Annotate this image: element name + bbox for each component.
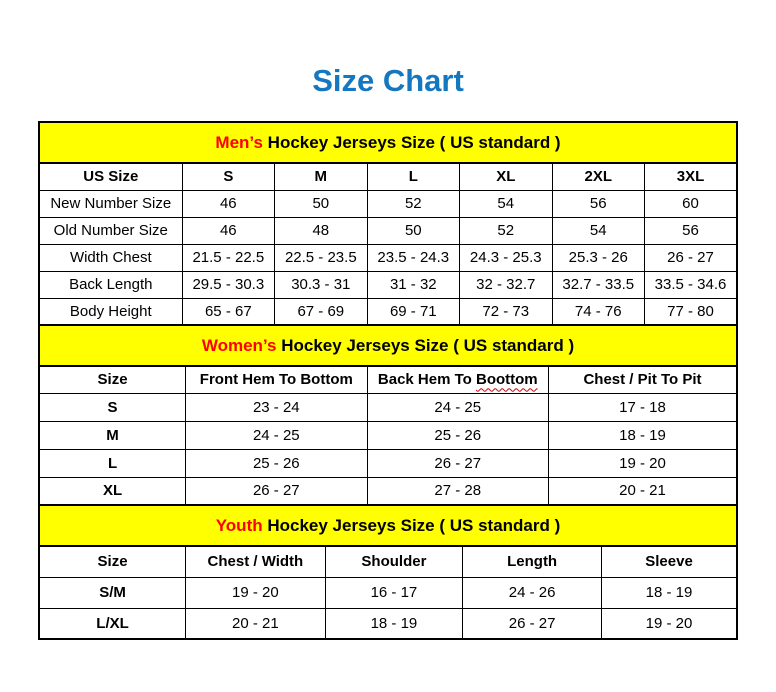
table-row — [39, 449, 737, 477]
mens-header-text: Hockey Jerseys Size ( US standard ) — [262, 133, 561, 152]
size-cell: 72 - 73 — [460, 298, 552, 325]
womens-size-table — [38, 365, 738, 506]
size-cell: 18 - 19 — [549, 421, 737, 449]
row-label: L/XL — [39, 608, 186, 639]
table-row — [39, 477, 737, 505]
size-cell: 20 - 21 — [549, 477, 737, 505]
size-cell: 56 — [645, 217, 738, 244]
size-cell: 24 - 25 — [367, 393, 548, 421]
table-row — [39, 217, 737, 244]
column-header: Size — [39, 546, 186, 577]
size-cell: 52 — [460, 217, 552, 244]
row-label: XL — [39, 477, 186, 505]
size-cell: 19 - 20 — [602, 608, 737, 639]
youth-section-header — [38, 504, 738, 547]
column-header: Length — [463, 546, 602, 577]
column-header: Front Hem To Bottom — [186, 366, 367, 393]
table-header-row — [39, 546, 737, 577]
size-cell: 23 - 24 — [186, 393, 367, 421]
size-cell: 50 — [275, 190, 367, 217]
page-title: Size Chart — [312, 63, 464, 98]
column-header-text: Back Hem To — [377, 371, 476, 389]
column-header: Chest / Pit To Pit — [549, 366, 737, 393]
row-label: Old Number Size — [39, 217, 182, 244]
size-cell: 16 - 17 — [325, 577, 463, 608]
size-cell: 26 - 27 — [367, 449, 548, 477]
size-cell: 24.3 - 25.3 — [460, 244, 552, 271]
size-cell: 24 - 25 — [186, 421, 367, 449]
youth-header-text: Hockey Jerseys Size ( US standard ) — [262, 516, 561, 535]
column-header: Size — [39, 366, 186, 393]
size-cell: 18 - 19 — [325, 608, 463, 639]
size-cell: 24 - 26 — [463, 577, 602, 608]
size-cell: 20 - 21 — [186, 608, 326, 639]
size-cell: 27 - 28 — [367, 477, 548, 505]
table-row — [39, 577, 737, 608]
row-label: M — [39, 421, 186, 449]
size-cell: 25.3 - 26 — [552, 244, 644, 271]
size-cell: 50 — [367, 217, 459, 244]
table-row — [39, 190, 737, 217]
size-cell: 18 - 19 — [602, 577, 737, 608]
youth-size-table — [38, 545, 738, 640]
row-label: S/M — [39, 577, 186, 608]
size-cell: 30.3 - 31 — [275, 271, 367, 298]
size-cell: 69 - 71 — [367, 298, 459, 325]
size-cell: 26 - 27 — [186, 477, 367, 505]
size-cell: 60 — [645, 190, 738, 217]
column-header — [367, 366, 548, 393]
womens-header-highlight: Women’s — [201, 336, 277, 355]
column-header: US Size — [39, 163, 182, 190]
size-cell: 22.5 - 23.5 — [275, 244, 367, 271]
table-row — [39, 271, 737, 298]
column-header: L — [367, 163, 459, 190]
size-cell: 46 — [182, 190, 274, 217]
size-cell: 67 - 69 — [275, 298, 367, 325]
size-cell: 31 - 32 — [367, 271, 459, 298]
size-cell: 65 - 67 — [182, 298, 274, 325]
size-cell: 77 - 80 — [645, 298, 738, 325]
size-cell: 23.5 - 24.3 — [367, 244, 459, 271]
column-header: 3XL — [645, 163, 738, 190]
column-header: S — [182, 163, 274, 190]
womens-header-text: Hockey Jerseys Size ( US standard ) — [276, 336, 575, 355]
size-cell: 32 - 32.7 — [460, 271, 552, 298]
size-cell: 25 - 26 — [186, 449, 367, 477]
mens-size-table — [38, 162, 738, 326]
size-cell: 17 - 18 — [549, 393, 737, 421]
column-header: Sleeve — [602, 546, 737, 577]
column-header: Shoulder — [325, 546, 463, 577]
womens-section-header — [38, 324, 738, 367]
column-header: 2XL — [552, 163, 644, 190]
size-cell: 19 - 20 — [549, 449, 737, 477]
table-row — [39, 608, 737, 639]
size-cell: 26 - 27 — [463, 608, 602, 639]
size-cell: 21.5 - 22.5 — [182, 244, 274, 271]
size-cell: 74 - 76 — [552, 298, 644, 325]
size-cell: 33.5 - 34.6 — [645, 271, 738, 298]
size-cell: 32.7 - 33.5 — [552, 271, 644, 298]
table-row — [39, 421, 737, 449]
row-label: Width Chest — [39, 244, 182, 271]
size-cell: 48 — [275, 217, 367, 244]
size-cell: 46 — [182, 217, 274, 244]
size-cell: 52 — [367, 190, 459, 217]
row-label: Body Height — [39, 298, 182, 325]
size-cell: 54 — [552, 217, 644, 244]
table-row — [39, 393, 737, 421]
table-row — [39, 298, 737, 325]
mens-header-highlight: Men’s — [215, 133, 263, 152]
table-header-row — [39, 163, 737, 190]
row-label: Back Length — [39, 271, 182, 298]
size-cell: 56 — [552, 190, 644, 217]
row-label: S — [39, 393, 186, 421]
misspelled-word: Boottom — [476, 371, 538, 389]
size-chart — [38, 121, 738, 640]
size-cell: 29.5 - 30.3 — [182, 271, 274, 298]
row-label: New Number Size — [39, 190, 182, 217]
size-cell: 19 - 20 — [186, 577, 326, 608]
column-header: Chest / Width — [186, 546, 326, 577]
column-header: XL — [460, 163, 552, 190]
table-header-row — [39, 366, 737, 393]
size-cell: 26 - 27 — [645, 244, 738, 271]
row-label: L — [39, 449, 186, 477]
column-header: M — [275, 163, 367, 190]
table-row — [39, 244, 737, 271]
size-cell: 54 — [460, 190, 552, 217]
size-cell: 25 - 26 — [367, 421, 548, 449]
youth-header-highlight: Youth — [215, 516, 263, 535]
mens-section-header — [38, 121, 738, 164]
